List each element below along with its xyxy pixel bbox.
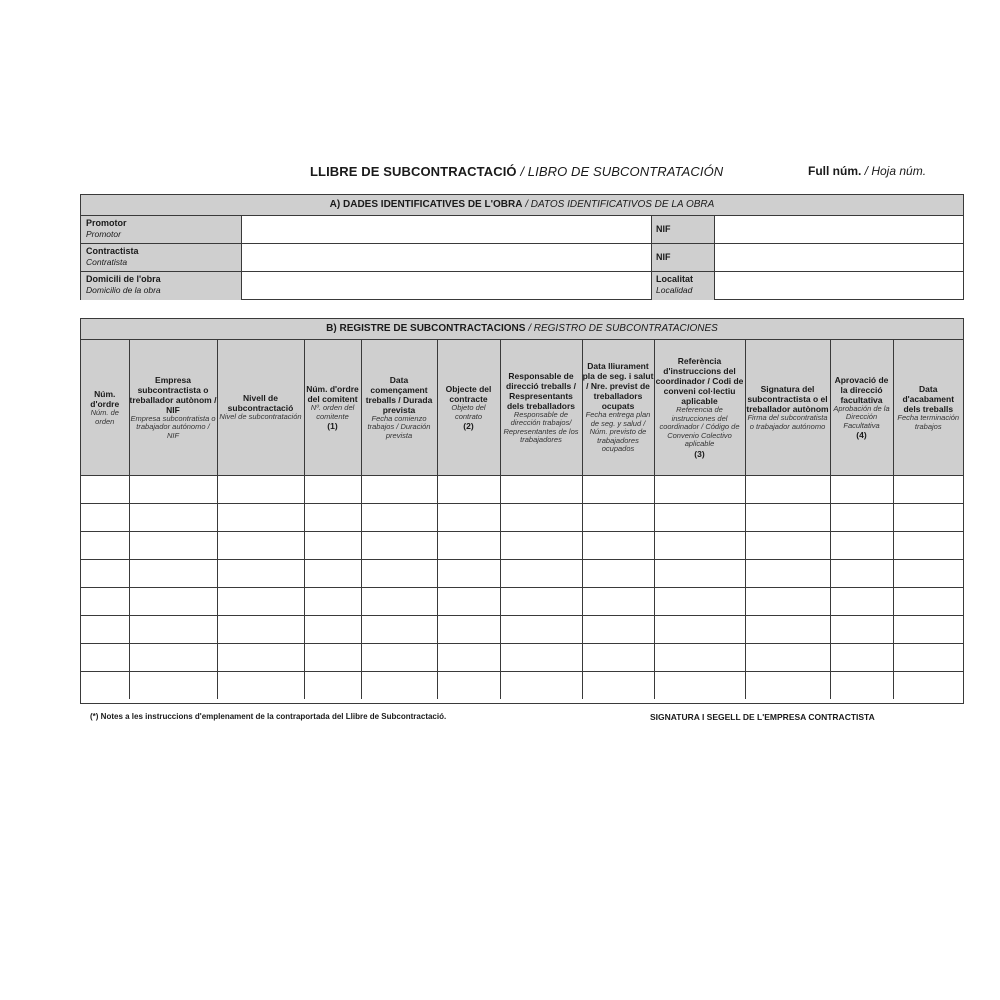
register-cell[interactable]: [437, 588, 500, 616]
register-cell[interactable]: [500, 560, 582, 588]
register-cell[interactable]: [81, 588, 129, 616]
promoter-label-spanish: Promotor: [86, 229, 121, 239]
register-cell[interactable]: [654, 504, 745, 532]
register-cell[interactable]: [500, 672, 582, 700]
col-direction-approval: Aprovació de la direcció facultativa Aprobación de la Dirección Facultativa (4): [830, 340, 893, 476]
document-title: [310, 164, 723, 179]
sheet-label-spanish: / Hoja núm.: [864, 164, 927, 178]
col-coordinator-reference: Referència d'instruccions del coordinador / Codi de conveni col·lectiu aplicable Referencia de instrucciones del coordinador / Código de Convenio Colectivo aplicable (3): [654, 340, 745, 476]
register-cell[interactable]: [361, 476, 437, 504]
register-cell[interactable]: [582, 476, 654, 504]
register-cell[interactable]: [361, 644, 437, 672]
table-row: [81, 476, 963, 504]
register-cell[interactable]: [582, 532, 654, 560]
register-cell[interactable]: [582, 588, 654, 616]
locality-field[interactable]: [715, 272, 963, 300]
contractor-nif-label: [652, 244, 715, 271]
register-cell[interactable]: [654, 644, 745, 672]
register-cell[interactable]: [830, 588, 893, 616]
work-address-label-spanish: Domicilio de la obra: [86, 285, 161, 295]
register-cell[interactable]: [437, 560, 500, 588]
sheet-label-catalan: Full núm.: [808, 164, 862, 178]
register-cell[interactable]: [745, 560, 830, 588]
register-cell[interactable]: [361, 672, 437, 700]
locality-label-catalan: Localitat: [656, 274, 694, 284]
register-table: [81, 340, 963, 699]
register-cell[interactable]: [745, 644, 830, 672]
register-cell[interactable]: [582, 644, 654, 672]
register-cell[interactable]: [830, 672, 893, 700]
register-cell[interactable]: [830, 644, 893, 672]
register-cell[interactable]: [217, 588, 304, 616]
register-cell[interactable]: [81, 672, 129, 700]
register-cell[interactable]: [893, 672, 963, 700]
register-cell[interactable]: [217, 672, 304, 700]
table-row: [81, 560, 963, 588]
col-start-date-duration: Data començament treballs / Durada prevista Fecha comienzo trabajos / Duración prevista: [361, 340, 437, 476]
col-subcontractor-signature: Signatura del subcontractista o el treballador autònom Firma del subcontratista o trabajador autónomo: [745, 340, 830, 476]
register-cell[interactable]: [217, 532, 304, 560]
register-cell[interactable]: [893, 532, 963, 560]
register-cell[interactable]: [893, 560, 963, 588]
register-cell[interactable]: [654, 616, 745, 644]
register-cell[interactable]: [361, 560, 437, 588]
register-cell[interactable]: [361, 532, 437, 560]
register-cell[interactable]: [129, 560, 217, 588]
promoter-label: [81, 216, 242, 243]
section-b-title-catalan: B) REGISTRE DE SUBCONTRACTACIONS: [326, 323, 526, 334]
register-cell[interactable]: [654, 532, 745, 560]
register-cell[interactable]: [654, 588, 745, 616]
register-cell[interactable]: [217, 560, 304, 588]
register-cell[interactable]: [437, 504, 500, 532]
register-cell[interactable]: [81, 616, 129, 644]
register-cell[interactable]: [500, 616, 582, 644]
col-work-manager: Responsable de direcció treballs / Respresentants dels treballadors Responsable de dirección trabajos/ Representantes de los trabajadores: [500, 340, 582, 476]
work-address-label: [81, 272, 242, 300]
register-cell[interactable]: [500, 476, 582, 504]
section-a-title-spanish: / DATOS IDENTIFICATIVOS DE LA OBRA: [525, 199, 715, 210]
promoter-nif-label-text: NIF: [656, 224, 671, 234]
register-cell[interactable]: [582, 672, 654, 700]
register-cell[interactable]: [582, 560, 654, 588]
register-cell[interactable]: [304, 644, 361, 672]
register-cell[interactable]: [81, 504, 129, 532]
promoter-nif-field[interactable]: [715, 216, 963, 243]
promoter-row: [81, 216, 963, 244]
register-cell[interactable]: [745, 532, 830, 560]
register-cell[interactable]: [500, 532, 582, 560]
register-cell[interactable]: [745, 672, 830, 700]
work-address-field[interactable]: [242, 272, 652, 300]
section-b-subcontract-register: [80, 318, 964, 704]
title-catalan: LLIBRE DE SUBCONTRACTACIÓ: [310, 164, 517, 179]
register-cell[interactable]: [129, 616, 217, 644]
register-cell[interactable]: [129, 476, 217, 504]
contractor-label-spanish: Contratista: [86, 257, 128, 267]
col-subcontract-level: Nivell de subcontractació Nivel de subcontratación: [217, 340, 304, 476]
register-cell[interactable]: [893, 644, 963, 672]
register-cell[interactable]: [500, 504, 582, 532]
table-row: [81, 532, 963, 560]
register-cell[interactable]: [304, 560, 361, 588]
register-cell[interactable]: [437, 476, 500, 504]
contractor-row: [81, 244, 963, 272]
register-cell[interactable]: [129, 672, 217, 700]
register-cell[interactable]: [654, 672, 745, 700]
table-row: [81, 504, 963, 532]
register-cell[interactable]: [830, 560, 893, 588]
contractor-field[interactable]: [242, 244, 652, 271]
register-cell[interactable]: [654, 476, 745, 504]
register-cell[interactable]: [217, 476, 304, 504]
work-address-row: [81, 272, 963, 300]
register-cell[interactable]: [893, 476, 963, 504]
promoter-label-catalan: Promotor: [86, 218, 127, 228]
register-header-row: [81, 340, 963, 476]
section-b-header: [81, 319, 963, 340]
col-safety-plan-date: Data lliurament pla de seg. i salut / Nre. previst de treballadors ocupats Fecha entrega plan de seg. y salud / Núm. previsto de trabajadores ocupados: [582, 340, 654, 476]
work-address-label-catalan: Domicili de l'obra: [86, 274, 161, 284]
register-cell[interactable]: [582, 504, 654, 532]
register-cell[interactable]: [304, 532, 361, 560]
register-cell[interactable]: [129, 504, 217, 532]
table-row: [81, 672, 963, 700]
register-cell[interactable]: [500, 644, 582, 672]
register-cell[interactable]: [304, 616, 361, 644]
register-cell[interactable]: [304, 672, 361, 700]
col-contract-object: Objecte del contracte Objeto del contrato (2): [437, 340, 500, 476]
table-row: [81, 588, 963, 616]
contractor-nif-label-text: NIF: [656, 252, 671, 262]
promoter-nif-label: [652, 216, 715, 243]
register-cell[interactable]: [745, 616, 830, 644]
register-cell[interactable]: [81, 532, 129, 560]
col-end-date: Data d'acabament dels treballs Fecha terminación trabajos: [893, 340, 963, 476]
register-cell[interactable]: [129, 532, 217, 560]
sheet-number: [808, 164, 926, 178]
title-spanish: / LIBRO DE SUBCONTRATACIÓN: [520, 164, 724, 179]
register-cell[interactable]: [361, 504, 437, 532]
col-subcontractor-company: Empresa subcontractista o treballador autònom / NIF Empresa subcontratista o trabajador autónomo / NIF: [129, 340, 217, 476]
col-order-number: Núm. d'ordre Núm. de orden: [81, 340, 129, 476]
table-row: [81, 616, 963, 644]
contractor-label: [81, 244, 242, 271]
register-cell[interactable]: [437, 532, 500, 560]
register-cell[interactable]: [361, 588, 437, 616]
register-cell[interactable]: [304, 588, 361, 616]
register-cell[interactable]: [81, 644, 129, 672]
register-cell[interactable]: [361, 616, 437, 644]
register-cell[interactable]: [217, 504, 304, 532]
section-a-title-catalan: A) DADES IDENTIFICATIVES DE L'OBRA: [329, 199, 523, 210]
register-cell[interactable]: [217, 616, 304, 644]
register-cell[interactable]: [81, 560, 129, 588]
register-cell[interactable]: [582, 616, 654, 644]
register-cell[interactable]: [893, 588, 963, 616]
register-cell[interactable]: [304, 504, 361, 532]
register-cell[interactable]: [304, 476, 361, 504]
section-b-title-spanish: / REGISTRO DE SUBCONTRATACIONES: [528, 323, 718, 334]
section-a-header: [81, 195, 963, 216]
register-cell[interactable]: [437, 616, 500, 644]
locality-label: [652, 272, 715, 300]
instructions-footnote: (*) Notes a les instruccions d'emplenament de la contraportada del Llibre de Subcontractació.: [90, 712, 447, 721]
register-cell[interactable]: [893, 504, 963, 532]
register-cell[interactable]: [437, 672, 500, 700]
register-cell[interactable]: [654, 560, 745, 588]
register-cell[interactable]: [129, 644, 217, 672]
contractor-nif-field[interactable]: [715, 244, 963, 271]
register-cell[interactable]: [830, 476, 893, 504]
promoter-field[interactable]: [242, 216, 652, 243]
register-cell[interactable]: [217, 644, 304, 672]
section-a-work-identification: [80, 194, 964, 300]
table-row: [81, 644, 963, 672]
contractor-label-catalan: Contractista: [86, 246, 139, 256]
register-cell[interactable]: [500, 588, 582, 616]
register-cell[interactable]: [745, 476, 830, 504]
register-cell[interactable]: [437, 644, 500, 672]
register-cell[interactable]: [745, 504, 830, 532]
register-cell[interactable]: [745, 588, 830, 616]
register-cell[interactable]: [81, 476, 129, 504]
register-cell[interactable]: [893, 616, 963, 644]
locality-label-spanish: Localidad: [656, 285, 693, 295]
register-cell[interactable]: [830, 616, 893, 644]
register-cell[interactable]: [830, 532, 893, 560]
register-cell[interactable]: [129, 588, 217, 616]
contractor-signature-label: SIGNATURA I SEGELL DE L'EMPRESA CONTRACTISTA: [650, 712, 875, 722]
col-principal-order-number: Núm. d'ordre del comitent Nº. orden del comitente (1): [304, 340, 361, 476]
register-cell[interactable]: [830, 504, 893, 532]
